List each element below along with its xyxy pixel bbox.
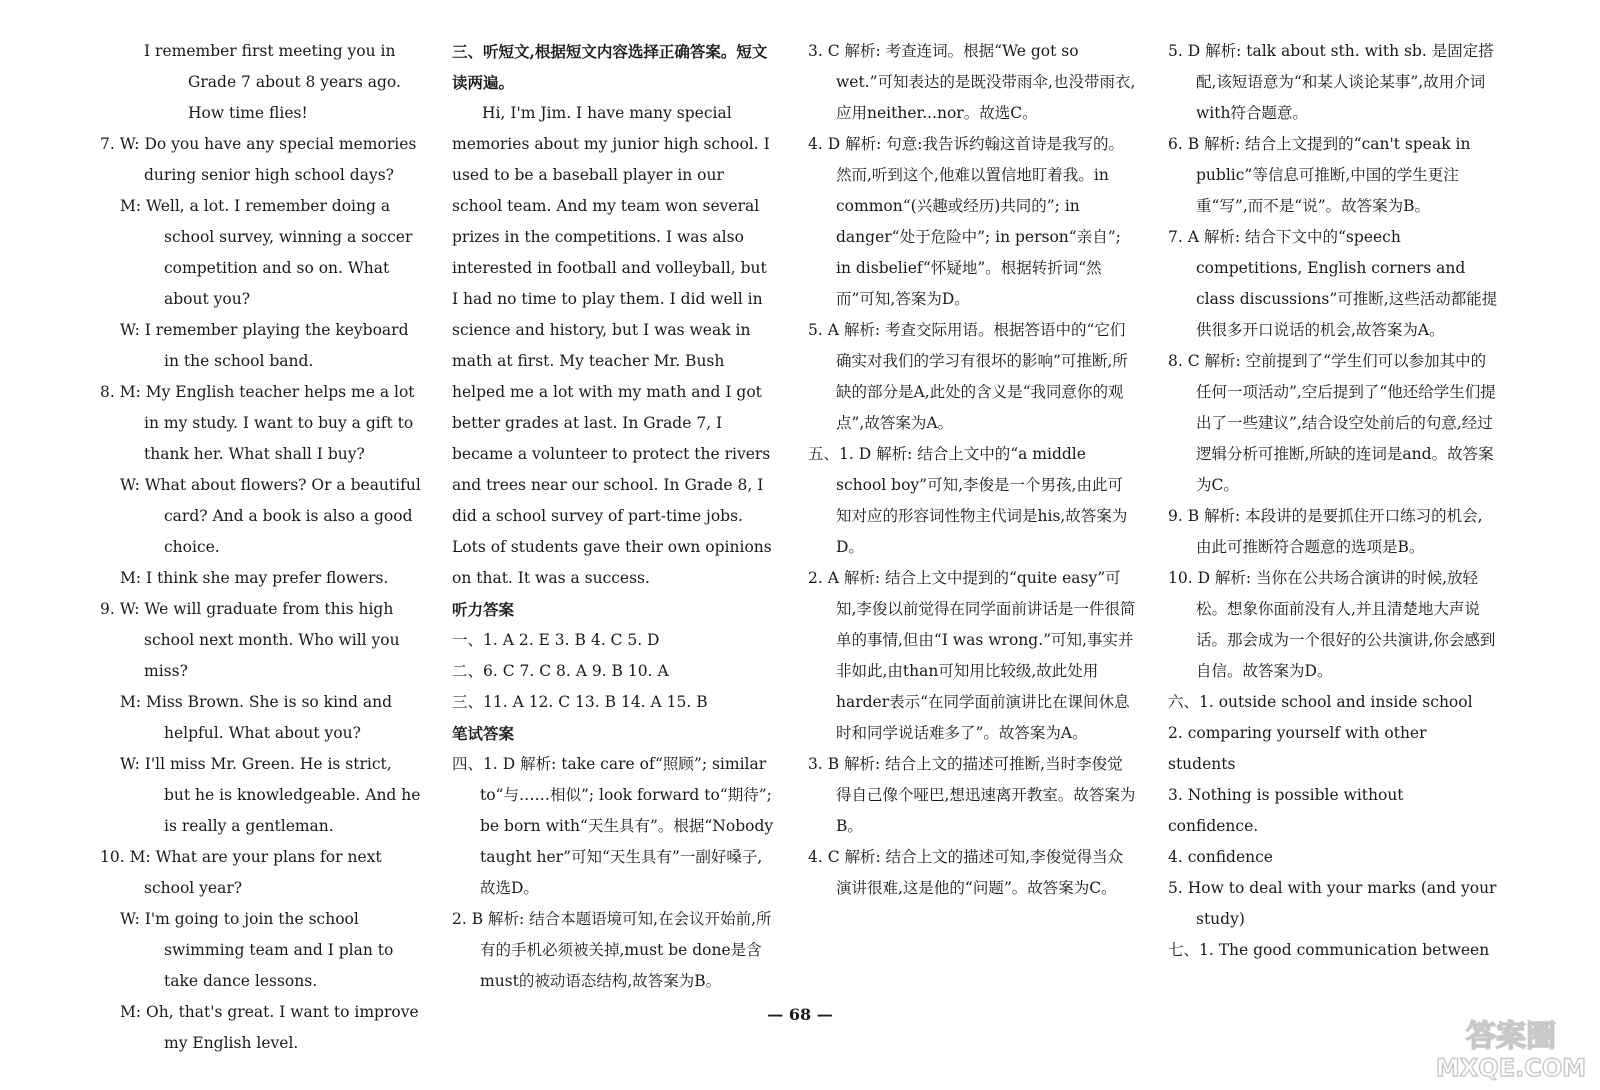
paragraph: 9. W: We will graduate from this high school next month. Who will you miss? — [100, 600, 400, 680]
paragraph: 6. B 解析: 结合上文提到的“can't speak in public”等信息可推断,中国的学生更注重“写”,而不是“说”。故答案为B。 — [1168, 135, 1471, 215]
column-1 — [100, 36, 422, 1059]
paragraph: M: I think she may prefer flowers. — [120, 569, 389, 587]
paragraph: 4. D 解析: 句意:我告诉约翰这首诗是我写的。然而,听到这个,他难以置信地盯着我。in common“(兴趣或经历)共同的”; in danger“处于危险中”; in person“亲自”; in disbelief“怀疑地”。根据转折词“然而”可知,答案为D。 — [808, 135, 1124, 308]
column-4 — [1168, 36, 1498, 966]
paragraph: 笔试答案 — [452, 724, 515, 743]
paragraph: 三、听短文,根据短文内容选择正确答案。短文读两遍。 — [452, 42, 768, 92]
paragraph: 5. A 解析: 考查交际用语。根据答语中的“它们确实对我们的学习有很坏的影响”可推断,所缺的部分是A,此处的含义是“我同意你的观点”,故答案为A。 — [808, 321, 1128, 432]
paragraph: 5. D 解析: talk about sth. with sb. 是固定搭配,该短语意为“和某人谈论某事”,故用介词with符合题意。 — [1168, 42, 1494, 122]
paragraph: 三、11. A 12. C 13. B 14. A 15. B — [452, 693, 708, 711]
paragraph: W: I'll miss Mr. Green. He is strict, but he is knowledgeable. And he is really a gentleman. — [120, 755, 421, 835]
paragraph: 2. comparing yourself with other students — [1168, 724, 1427, 773]
paragraph: 七、1. The good communication between — [1168, 941, 1490, 959]
paragraph: 3. C 解析: 考查连词。根据“We got so wet.”可知表达的是既没带雨伞,也没带雨衣,应用neither...nor。故选C。 — [808, 42, 1136, 122]
watermark-top: 答案圈 — [1466, 1019, 1556, 1054]
watermark-bottom: MXQE.COM — [1436, 1054, 1586, 1082]
paragraph: 7. W: Do you have any special memories during senior high school days? — [100, 135, 417, 184]
paragraph: 听力答案 — [452, 600, 515, 619]
paragraph: I remember first meeting you in Grade 7 about 8 years ago. How time flies! — [144, 42, 401, 122]
column-3 — [808, 36, 1138, 904]
paragraph: 二、6. C 7. C 8. A 9. B 10. A — [452, 662, 669, 680]
paragraph: W: I'm going to join the school swimming team and I plan to take dance lessons. — [120, 910, 394, 990]
column-2 — [452, 36, 774, 997]
paragraph: Hi, I'm Jim. I have many special memories about my junior high school. I used to be a baseball player in our school team. And my team won several prizes in the competitions. I was also interested in football and volleyball, but I had no time to play them. I did well in science and history, but I was weak in math at first. My teacher Mr. Bush helped me a lot with my math and I got better grades at last. In Grade 7, I became a volunteer to protect the rivers and trees near our school. In Grade 8, I did a school survey of part-time jobs. Lots of students gave their own opinions on that. It was a success. — [452, 104, 772, 587]
paragraph: 一、1. A 2. E 3. B 4. C 5. D — [452, 631, 660, 649]
paragraph: 五、1. D 解析: 结合上文中的“a middle school boy”可知,李俊是一个男孩,由此可知对应的形容词性物主代词是his,故答案为D。 — [808, 445, 1128, 556]
paragraph: 六、1. outside school and inside school — [1168, 693, 1473, 711]
paragraph: 4. C 解析: 结合上文的描述可知,李俊觉得当众演讲很难,这是他的“问题”。故答案为C。 — [808, 848, 1124, 897]
paragraph: 四、1. D 解析: take care of“照顾”; similar to“与……相似”; look forward to“期待”; be born with“天生具有”。根据“Nobody taught her”可知“天生具有”一副好嗓子,故选D。 — [452, 755, 774, 897]
paragraph: 10. D 解析: 当你在公共场合演讲的时候,放轻松。想象你面前没有人,并且清楚地大声说话。那会成为一个很好的公共演讲,你会感到自信。故答案为D。 — [1168, 569, 1496, 680]
paragraph: 4. confidence — [1168, 848, 1273, 866]
page-number: — 68 — — [767, 1005, 833, 1024]
paragraph: 7. A 解析: 结合下文中的“speech competitions, English corners and class discussions”可推断,这些活动都能提供很多开口说话的机会,故答案为A。 — [1168, 228, 1498, 339]
paragraph: 9. B 解析: 本段讲的是要抓住开口练习的机会,由此可推断符合题意的选项是B。 — [1168, 507, 1483, 556]
paragraph: W: What about flowers? Or a beautiful card? And a book is also a good choice. — [120, 476, 421, 556]
paragraph: 2. A 解析: 结合上文中提到的“quite easy”可知,李俊以前觉得在同学面前讲话是一件很简单的事情,但由“I was wrong.”可知,事实并非如此,由than可知用比较级,故此处用harder表示“在同学面前演讲比在课间休息时和同学说话难多了”。故答案为A。 — [808, 569, 1136, 742]
paragraph: 8. C 解析: 空前提到了“学生们可以参加其中的任何一项活动”,空后提到了“他还给学生们提出了一些建议”,结合设空处前后的句意,经过逻辑分析可推断,所缺的连词是and。故答案为C。 — [1168, 352, 1496, 494]
paragraph: 8. M: My English teacher helps me a lot in my study. I want to buy a gift to thank her. What shall I buy? — [100, 383, 415, 463]
paragraph: 2. B 解析: 结合本题语境可知,在会议开始前,所有的手机必须被关掉,must be done是含must的被动语态结构,故答案为B。 — [452, 910, 772, 990]
paragraph: 3. B 解析: 结合上文的描述可推断,当时李俊觉得自己像个哑巴,想迅速离开教室。故答案为B。 — [808, 755, 1136, 835]
paragraph: M: Miss Brown. She is so kind and helpful. What about you? — [120, 693, 392, 742]
paragraph: 5. How to deal with your marks (and your study) — [1168, 879, 1497, 928]
paragraph: M: Oh, that's great. I want to improve my English level. — [120, 1003, 419, 1052]
paragraph: W: I remember playing the keyboard in the school band. — [120, 321, 409, 370]
paragraph: 3. Nothing is possible without confidence. — [1168, 786, 1404, 835]
paragraph: M: Well, a lot. I remember doing a school survey, winning a soccer competition and so on. What about you? — [120, 197, 413, 308]
watermark-logo — [1436, 1012, 1586, 1084]
paragraph: 10. M: What are your plans for next school year? — [100, 848, 382, 897]
